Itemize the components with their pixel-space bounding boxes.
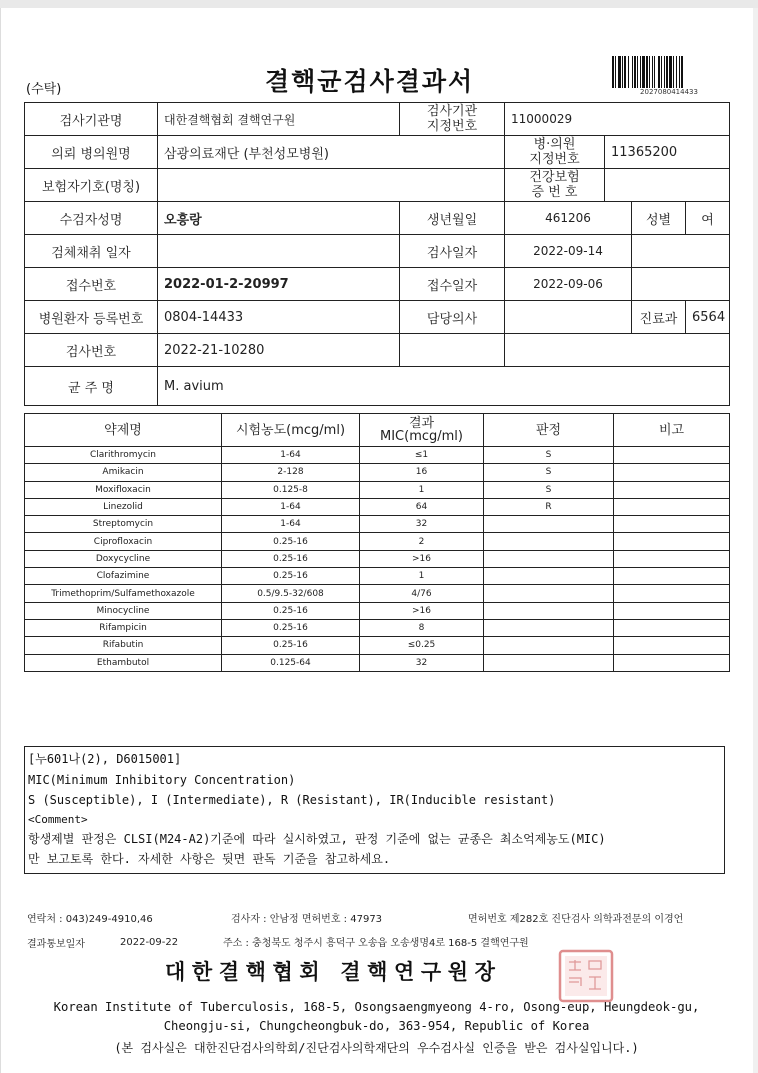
- table-row: [25, 619, 730, 636]
- comment-legend-line: S (Susceptible), I (Intermediate), R (Resistant), IR(Inducible resistant): [28, 793, 556, 807]
- cell-judgement: [484, 550, 614, 567]
- official-seal-stamp: [557, 948, 615, 1004]
- english-address-line-1: Korean Institute of Tuberculosis, 168-5, Osongsaengmyeong 4-ro, Osong-eup, Heungdeok-gu,: [53, 1000, 700, 1014]
- cell-mic: 1: [360, 481, 484, 498]
- test-number-value: 2022-21-10280: [158, 334, 400, 367]
- patient-name-label: 수검자성명: [25, 202, 158, 235]
- concentration-column-header: 시험농도(mcg/ml): [222, 414, 360, 447]
- barcode-image: [612, 56, 726, 88]
- lab-name-label: 검사기관명: [25, 103, 158, 136]
- comment-heading: <Comment>: [28, 812, 88, 826]
- report-date-value: 2022-09-22: [120, 937, 179, 948]
- cell-judgement: S: [484, 464, 614, 481]
- cell-judgement: [484, 568, 614, 585]
- cell-conc: 0.25-16: [222, 602, 360, 619]
- table-row: [25, 447, 730, 464]
- department-label: 진료과: [632, 301, 686, 334]
- comment-box: [24, 746, 725, 874]
- hospital-id-value: 11365200: [605, 136, 730, 169]
- comment-mic-line: MIC(Minimum Inhibitory Concentration): [28, 772, 296, 787]
- collection-date-label: 검체채취 일자: [25, 235, 158, 268]
- note-column-header: 비고: [614, 414, 730, 447]
- cell-note: [614, 568, 730, 585]
- cell-mic: 2: [360, 533, 484, 550]
- table-row: [25, 637, 730, 654]
- cell-judgement: S: [484, 447, 614, 464]
- patient-info-table: [24, 102, 730, 406]
- table-row: [25, 585, 730, 602]
- insurer-value: [158, 169, 505, 202]
- cell-note: [614, 481, 730, 498]
- health-insurance-value: [605, 169, 730, 202]
- cell-conc: 0.25-16: [222, 619, 360, 636]
- cell-note: [614, 447, 730, 464]
- copy-label: (수탁): [26, 82, 62, 97]
- cell-judgement: [484, 637, 614, 654]
- comment-text-line-2: 만 보고토록 한다. 자세한 사항은 뒷면 판독 기준을 참고하세요.: [28, 852, 391, 866]
- hospital-id-label: 병·의원 지정번호: [505, 136, 605, 169]
- cell-judgement: [484, 533, 614, 550]
- sex-value: 여: [686, 202, 730, 235]
- cell-drug: Doxycycline: [25, 550, 222, 567]
- requesting-hospital-value: 삼광의료재단 (부천성모병원): [158, 136, 505, 169]
- table-row: [25, 464, 730, 481]
- certification-note: (본 검사실은 대한진단검사의학회/진단검사의학재단의 우수검사실 인증을 받은 검사실입니다.): [114, 1041, 639, 1055]
- registration-number-label: 병원환자 등록번호: [25, 301, 158, 334]
- cell-conc: 0.125-8: [222, 481, 360, 498]
- cell-note: [614, 637, 730, 654]
- receipt-number-value: 2022-01-2-20997: [158, 268, 400, 301]
- mic-column-header: 결과 MIC(mcg/ml): [360, 414, 484, 447]
- cell-drug: Streptomycin: [25, 516, 222, 533]
- receipt-date-value: 2022-09-06: [505, 268, 632, 301]
- comment-code-line: [누601나(2), D6015001]: [28, 752, 182, 766]
- english-address-line-2: Cheongju-si, Chungcheongbuk-do, 363-954, Republic of Korea: [163, 1019, 590, 1033]
- cell-conc: 2-128: [222, 464, 360, 481]
- contact-number: 연락처 : 043)249-4910,46: [27, 914, 153, 925]
- table-row: [25, 516, 730, 533]
- cell-drug: Rifabutin: [25, 637, 222, 654]
- receipt-number-label: 접수번호: [25, 268, 158, 301]
- cell-note: [614, 498, 730, 515]
- cell-judgement: S: [484, 481, 614, 498]
- cell-note: [614, 516, 730, 533]
- cell-conc: 0.5/9.5-32/608: [222, 585, 360, 602]
- cell-drug: Rifampicin: [25, 619, 222, 636]
- cell-drug: Clofazimine: [25, 568, 222, 585]
- sex-label: 성별: [632, 202, 686, 235]
- cell-drug: Ethambutol: [25, 654, 222, 671]
- tester-info: 검사자 : 안남정 면허번호 : 47973: [231, 914, 383, 925]
- cell-drug: Minocycline: [25, 602, 222, 619]
- cell-drug: Moxifloxacin: [25, 481, 222, 498]
- cell-judgement: [484, 516, 614, 533]
- cell-mic: ≤1: [360, 447, 484, 464]
- cell-judgement: [484, 654, 614, 671]
- receipt-date-label: 접수일자: [400, 268, 505, 301]
- test-date-label: 검사일자: [400, 235, 505, 268]
- table-row: [25, 602, 730, 619]
- cell-conc: 0.25-16: [222, 568, 360, 585]
- cell-note: [614, 602, 730, 619]
- collection-date-value: [158, 235, 400, 268]
- cell-conc: 0.25-16: [222, 637, 360, 654]
- registration-number-value: 0804-14433: [158, 301, 400, 334]
- cell-mic: 32: [360, 516, 484, 533]
- species-label: 균 주 명: [25, 367, 158, 406]
- korean-address: 주소 : 충청북도 청주시 흥덕구 오송읍 오송생명4로 168-5 결핵연구원: [223, 938, 529, 949]
- birth-date-value: 461206: [505, 202, 632, 235]
- cell-note: [614, 619, 730, 636]
- comment-text-line-1: 항생제별 판정은 CLSI(M24-A2)기준에 따라 실시하였고, 판정 기준에 없는 균종은 최소억제농도(MIC): [28, 831, 606, 846]
- barcode-number: 2027080414433: [640, 88, 698, 96]
- insurer-label: 보험자기호(명칭): [25, 169, 158, 202]
- cell-judgement: R: [484, 498, 614, 515]
- cell-drug: Linezolid: [25, 498, 222, 515]
- cell-note: [614, 654, 730, 671]
- judgement-column-header: 판정: [484, 414, 614, 447]
- table-row: [25, 568, 730, 585]
- table-row: [25, 654, 730, 671]
- cell-conc: 1-64: [222, 447, 360, 464]
- cell-judgement: [484, 602, 614, 619]
- health-insurance-label: 건강보험 증 번 호: [505, 169, 605, 202]
- cell-note: [614, 585, 730, 602]
- cell-conc: 0.25-16: [222, 550, 360, 567]
- birth-date-label: 생년월일: [400, 202, 505, 235]
- cell-mic: 1: [360, 568, 484, 585]
- cell-mic: 8: [360, 619, 484, 636]
- cell-mic: 32: [360, 654, 484, 671]
- cell-conc: 0.125-64: [222, 654, 360, 671]
- cell-note: [614, 550, 730, 567]
- table-row: [25, 498, 730, 515]
- cell-drug: Ciprofloxacin: [25, 533, 222, 550]
- doctor-license-info: 면허번호 제282호 진단검사 의학과전문의 이경언: [468, 914, 684, 925]
- institution-name: 대한결핵협회 결핵연구원장: [165, 960, 502, 984]
- cell-note: [614, 533, 730, 550]
- table-row: [25, 481, 730, 498]
- department-value: 6564: [686, 301, 730, 334]
- cell-conc: 0.25-16: [222, 533, 360, 550]
- report-date-label: 결과통보일자: [27, 939, 85, 950]
- test-date-value: 2022-09-14: [505, 235, 632, 268]
- table-row: [25, 550, 730, 567]
- cell-mic: 16: [360, 464, 484, 481]
- cell-judgement: [484, 619, 614, 636]
- lab-id-value: 11000029: [505, 103, 730, 136]
- document-title: 결핵균검사결과서: [265, 67, 475, 96]
- requesting-hospital-label: 의뢰 병의원명: [25, 136, 158, 169]
- cell-conc: 1-64: [222, 516, 360, 533]
- cell-drug: Clarithromycin: [25, 447, 222, 464]
- cell-mic: 64: [360, 498, 484, 515]
- cell-judgement: [484, 585, 614, 602]
- cell-conc: 1-64: [222, 498, 360, 515]
- doctor-value: [505, 301, 632, 334]
- cell-mic: >16: [360, 602, 484, 619]
- susceptibility-results-table: [24, 413, 730, 672]
- cell-drug: Amikacin: [25, 464, 222, 481]
- cell-mic: >16: [360, 550, 484, 567]
- drug-column-header: 약제명: [25, 414, 222, 447]
- lab-name-value: 대한결핵협회 결핵연구원: [158, 103, 400, 136]
- species-value: M. avium: [158, 367, 730, 406]
- top-margin-strip: [0, 0, 758, 8]
- cell-drug: Trimethoprim/Sulfamethoxazole: [25, 585, 222, 602]
- cell-mic: ≤0.25: [360, 637, 484, 654]
- test-number-label: 검사번호: [25, 334, 158, 367]
- cell-note: [614, 464, 730, 481]
- doctor-label: 담당의사: [400, 301, 505, 334]
- table-row: [25, 533, 730, 550]
- patient-name-value: 오흥랑: [158, 202, 400, 235]
- lab-id-label: 검사기관 지정번호: [400, 103, 505, 136]
- cell-mic: 4/76: [360, 585, 484, 602]
